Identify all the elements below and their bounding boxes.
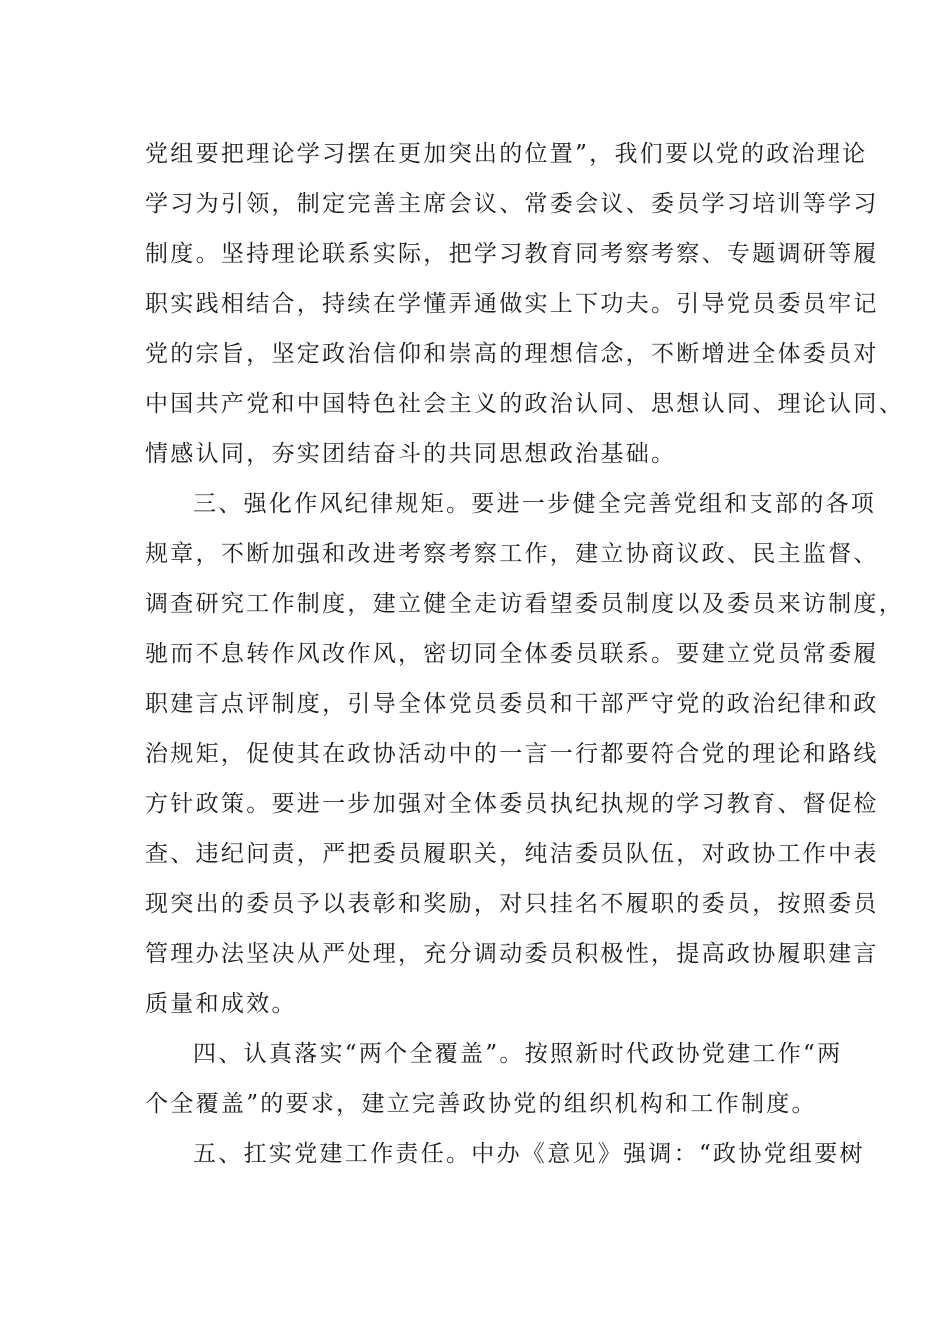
text-line: 职建言点评制度，引导全体党员委员和干部严守党的政治纪律和政: [145, 691, 879, 717]
text-line: 规章，不断加强和改进考察考察工作，建立协商议政、民主监督、: [145, 541, 879, 567]
text-line: 个全覆盖”的要求，建立完善政协党的组织机构和工作制度。: [145, 1091, 817, 1117]
text-line: 查、违纪问责，严把委员履职关，纯洁委员队伍，对政协工作中表: [145, 841, 879, 867]
section-heading-line: 四、认真落实“两个全覆盖”。按照新时代政协党建工作“两: [193, 1041, 843, 1067]
text-line: 情感认同，夯实团结奋斗的共同思想政治基础。: [145, 441, 677, 467]
text-line: 质量和成效。: [145, 991, 297, 1017]
text-line: 职实践相结合，持续在学懂弄通做实上下功夫。引导党员委员牢记: [145, 291, 879, 317]
text-line: 学习为引领，制定完善主席会议、常委会议、委员学习培训等学习: [145, 191, 879, 217]
text-line: 方针政策。要进一步加强对全体委员执纪执规的学习教育、督促检: [145, 791, 879, 817]
section-heading-line: 三、强化作风纪律规矩。要进一步健全完善党组和支部的各项: [193, 491, 877, 517]
text-line: 党组要把理论学习摆在更加突出的位置”，我们要以党的政治理论: [145, 141, 868, 167]
section-heading-line: 五、扛实党建工作责任。中办《意见》强调：“政协党组要树: [193, 1141, 865, 1167]
text-line: 现突出的委员予以表彰和奖励，对只挂名不履职的委员，按照委员: [145, 891, 879, 917]
document-body: [145, 129, 904, 1179]
text-line: 调查研究工作制度，建立健全走访看望委员制度以及委员来访制度，: [145, 591, 904, 617]
text-line: 驰而不息转作风改作风，密切同全体委员联系。要建立党员常委履: [145, 641, 879, 667]
text-line: 治规矩，促使其在政协活动中的一言一行都要符合党的理论和路线: [145, 741, 879, 767]
text-line: 管理办法坚决从严处理，充分调动委员积极性，提高政协履职建言: [145, 941, 879, 967]
text-line: 党的宗旨，坚定政治信仰和崇高的理想信念，不断增进全体委员对: [145, 341, 879, 367]
text-line: 中国共产党和中国特色社会主义的政治认同、思想认同、理论认同、: [145, 391, 904, 417]
text-line: 制度。坚持理论联系实际，把学习教育同考察考察、专题调研等履: [145, 241, 879, 267]
